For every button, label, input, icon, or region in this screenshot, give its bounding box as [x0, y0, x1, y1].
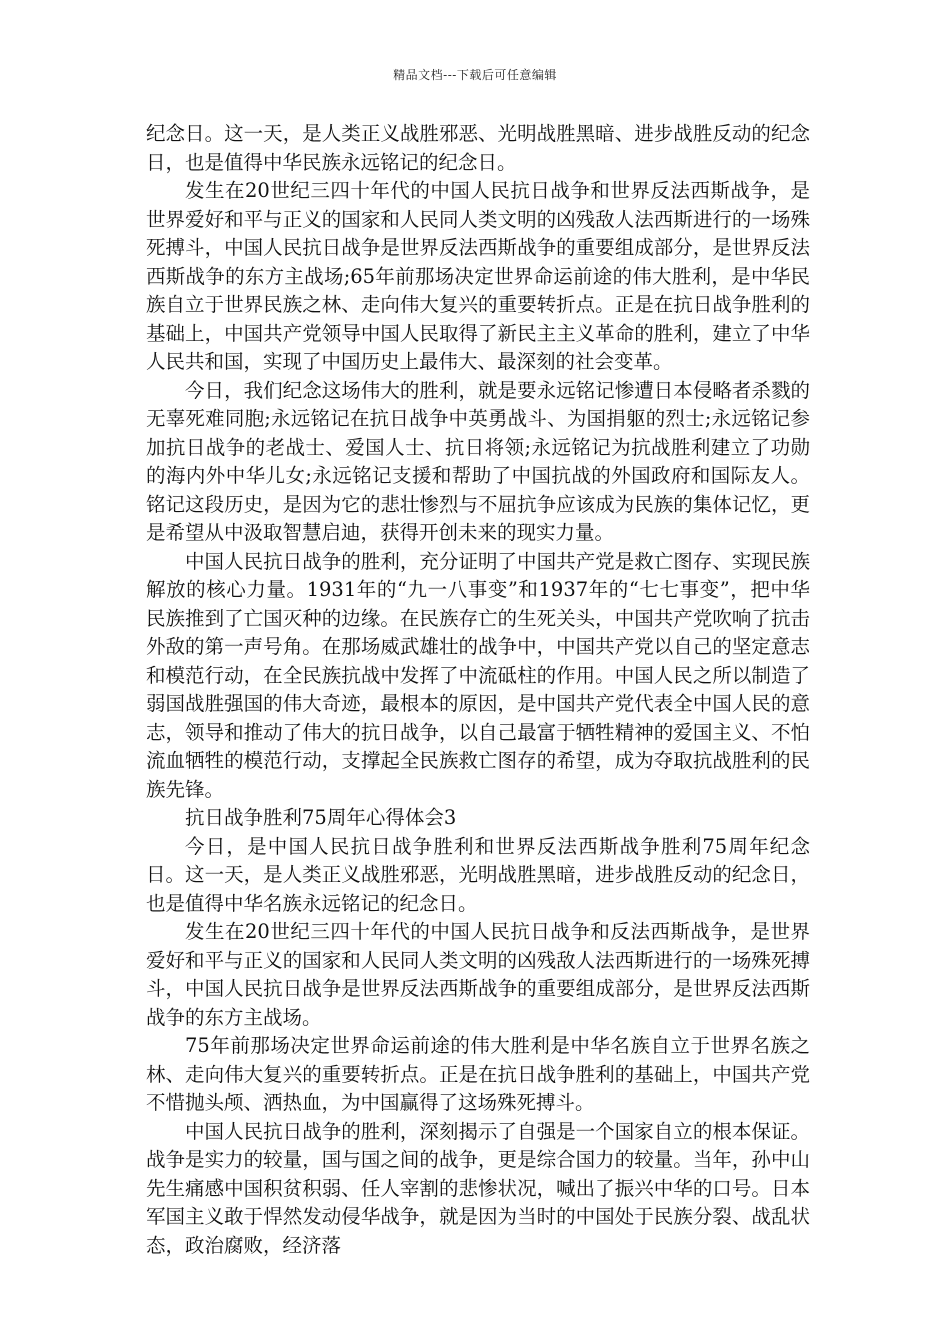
- paragraph: 75年前那场决定世界命运前途的伟大胜利是中华名族自立于世界名族之林、走向伟大复兴的重要转折点。正是在抗日战争胜利的基础上，中国共产党不惜抛头颅、洒热血，为中国赢得了这场殊死搏斗。: [146, 1034, 810, 1114]
- paragraph: 发生在20世纪三四十年代的中国人民抗日战争和反法西斯战争，是世界爱好和平与正义的国家和人民同人类文明的凶残敌人法西斯进行的一场殊死搏斗，中国人民抗日战争是世界反法西斯战争的重要组成部分，是世界反法西斯战争的东方主战场。: [146, 920, 810, 1029]
- paragraph: 中国人民抗日战争的胜利，充分证明了中国共产党是救亡图存、实现民族解放的核心力量。1931年的“九一八事变”和1937年的“七七事变”，把中华民族推到了亡国灭种的边缘。在民族存亡的生死关头，中国共产党吹响了抗击外敌的第一声号角。在那场威武雄壮的战争中，中国共产党以自己的坚定意志和模范行动，在全民族抗战中发挥了中流砥柱的作用。中国人民之所以制造了弱国战胜强国的伟大奇迹，最根本的原因，是中国共产党代表全中国人民的意志，领导和推动了伟大的抗日战争，以自己最富于牺牲精神的爱国主义、不怕流血牺牲的模范行动，支撑起全民族救亡图存的希望，成为夺取抗战胜利的民族先锋。: [146, 549, 810, 801]
- paragraph: 今日，我们纪念这场伟大的胜利，就是要永远铭记惨遭日本侵略者杀戮的无辜死难同胞;永远铭记在抗日战争中英勇战斗、为国捐躯的烈士;永远铭记参加抗日战争的老战士、爱国人士、抗日将领;永远铭记为抗战胜利建立了功勋的海内外中华儿女;永远铭记支援和帮助了中国抗战的外国政府和国际友人。铭记这段历史，是因为它的悲壮惨烈与不屈抗争应该成为民族的集体记忆，更是希望从中汲取智慧启迪，获得开创未来的现实力量。: [146, 378, 810, 544]
- paragraph: 今日，是中国人民抗日战争胜利和世界反法西斯战争胜利75周年纪念日。这一天，是人类正义战胜邪恶，光明战胜黑暗，进步战胜反动的纪念日，也是值得中华名族永远铭记的纪念日。: [146, 834, 810, 915]
- document-body: [146, 120, 810, 1260]
- section-heading: 抗日战争胜利75周年心得体会3: [185, 806, 457, 829]
- page-header: 精品文档---下载后可任意编辑: [393, 68, 557, 82]
- paragraph: 纪念日。这一天，是人类正义战胜邪恶、光明战胜黑暗、进步战胜反动的纪念日，也是值得中华民族永远铭记的纪念日。: [146, 122, 810, 174]
- paragraph: 发生在20世纪三四十年代的中国人民抗日战争和世界反法西斯战争，是世界爱好和平与正义的国家和人民同人类文明的凶残敌人法西斯进行的一场殊死搏斗，中国人民抗日战争是世界反法西斯战争的重要组成部分，是世界反法西斯战争的东方主战场;65年前那场决定世界命运前途的伟大胜利，是中华民族自立于世界民族之林、走向伟大复兴的重要转折点。正是在抗日战争胜利的基础上，中国共产党领导中国人民取得了新民主主义革命的胜利，建立了中华人民共和国，实现了中国历史上最伟大、最深刻的社会变革。: [146, 179, 810, 373]
- paragraph: 中国人民抗日战争的胜利，深刻揭示了自强是一个国家自立的根本保证。战争是实力的较量，国与国之间的战争，更是综合国力的较量。当年，孙中山先生痛感中国积贫积弱、任人宰割的悲惨状况，喊出了振兴中华的口号。日本军国主义敢于悍然发动侵华战争，就是因为当时的中国处于民族分裂、战乱状态，政治腐败，经济落: [146, 1119, 810, 1257]
